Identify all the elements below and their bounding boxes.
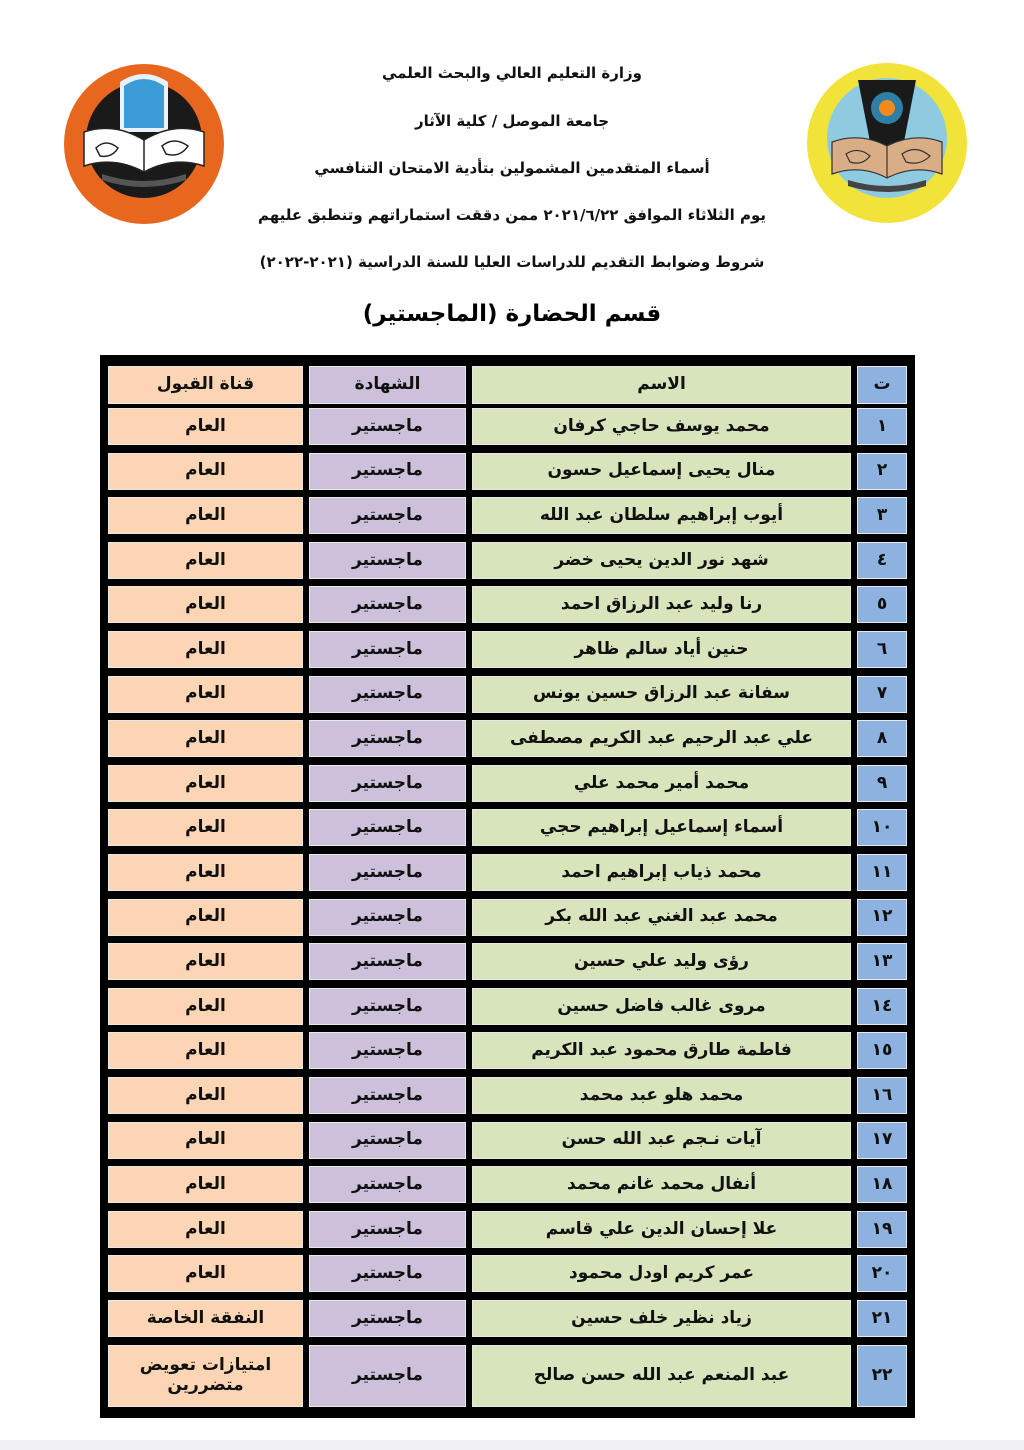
degree-cell: ماجستير <box>309 1255 466 1292</box>
admission-channel: العام <box>108 1255 303 1292</box>
degree-cell: ماجستير <box>309 586 466 623</box>
admission-channel: العام <box>108 408 303 445</box>
degree-cell: ماجستير <box>309 542 466 579</box>
admission-channel: العام <box>108 1166 303 1203</box>
row-number: ١٠ <box>857 809 907 846</box>
department-title: قسم الحضارة (الماجستير) <box>362 301 662 327</box>
applicant-name: محمد عبد الغني عبد الله بكر <box>472 899 851 936</box>
table-row <box>100 542 915 579</box>
applicant-name: محمد أمير محمد علي <box>472 765 851 802</box>
admission-channel: العام <box>108 899 303 936</box>
row-number: ٤ <box>857 542 907 579</box>
degree-cell: ماجستير <box>309 1300 466 1337</box>
degree-cell: ماجستير <box>309 899 466 936</box>
row-number: ١٥ <box>857 1032 907 1069</box>
row-number: ١٨ <box>857 1166 907 1203</box>
row-number: ٢١ <box>857 1300 907 1337</box>
admission-channel: امتيازات تعويض متضررين <box>108 1345 303 1407</box>
degree-cell: ماجستير <box>309 988 466 1025</box>
table-row <box>100 1211 915 1248</box>
admission-channel: العام <box>108 765 303 802</box>
table-row <box>100 809 915 846</box>
degree-cell: ماجستير <box>309 631 466 668</box>
applicant-name: آيات نـجم عبد الله حسن <box>472 1122 851 1159</box>
applicant-name: أيوب إبراهيم سلطان عبد الله <box>472 497 851 534</box>
admission-channel: العام <box>108 943 303 980</box>
admission-channel: العام <box>108 854 303 891</box>
applicant-name: علا إحسان الدين علي قاسم <box>472 1211 851 1248</box>
column-header-number: ت <box>857 366 907 404</box>
table-row <box>100 899 915 936</box>
applicant-name: سفانة عبد الرزاق حسين يونس <box>472 676 851 713</box>
applicant-name: علي عبد الرحيم عبد الكريم مصطفى <box>472 720 851 757</box>
admission-channel: العام <box>108 542 303 579</box>
table-row <box>100 765 915 802</box>
table-row <box>100 720 915 757</box>
table-row <box>100 1032 915 1069</box>
admission-channel: العام <box>108 720 303 757</box>
row-number: ٥ <box>857 586 907 623</box>
table-row <box>100 854 915 891</box>
row-number: ٦ <box>857 631 907 668</box>
degree-cell: ماجستير <box>309 408 466 445</box>
row-number: ٩ <box>857 765 907 802</box>
table-row <box>100 1077 915 1114</box>
admission-channel: العام <box>108 1122 303 1159</box>
admission-channel: العام <box>108 1077 303 1114</box>
degree-cell: ماجستير <box>309 676 466 713</box>
column-header-name: الاسم <box>472 366 851 404</box>
conditions-line: شروط وضوابط التقديم للدراسات العليا للسنة الدراسية (٢٠٢١-٢٠٢٢) <box>259 253 765 271</box>
applicants-table <box>100 355 915 1418</box>
table-row <box>100 943 915 980</box>
degree-cell: ماجستير <box>309 1122 466 1159</box>
applicant-name: محمد هلو عبد محمد <box>472 1077 851 1114</box>
row-number: ١١ <box>857 854 907 891</box>
degree-cell: ماجستير <box>309 1166 466 1203</box>
applicant-name: محمد ذياب إبراهيم احمد <box>472 854 851 891</box>
admission-channel: العام <box>108 497 303 534</box>
degree-cell: ماجستير <box>309 1032 466 1069</box>
applicant-name: عبد المنعم عبد الله حسن صالح <box>472 1345 851 1407</box>
column-header-degree: الشهادة <box>309 366 466 404</box>
row-number: ٣ <box>857 497 907 534</box>
table-row <box>100 1255 915 1292</box>
applicant-name: منال يحيى إسماعيل حسون <box>472 453 851 490</box>
admission-channel: العام <box>108 453 303 490</box>
table-header-row <box>100 366 915 404</box>
page-bottom-edge <box>0 1440 1024 1450</box>
college-of-archaeology-logo <box>806 62 968 224</box>
table-row <box>100 988 915 1025</box>
admission-channel: العام <box>108 631 303 668</box>
row-number: ٧ <box>857 676 907 713</box>
applicant-name: حنين أياد سالم ظاهر <box>472 631 851 668</box>
applicant-name: زياد نظير خلف حسين <box>472 1300 851 1337</box>
admission-channel: العام <box>108 1032 303 1069</box>
row-number: ١٣ <box>857 943 907 980</box>
row-number: ١ <box>857 408 907 445</box>
table-row <box>100 453 915 490</box>
admission-channel: العام <box>108 676 303 713</box>
degree-cell: ماجستير <box>309 720 466 757</box>
applicant-name: محمد يوسف حاجي كرفان <box>472 408 851 445</box>
university-college-heading: جامعة الموصل / كلية الآثار <box>414 112 610 130</box>
row-number: ١٩ <box>857 1211 907 1248</box>
admission-channel: العام <box>108 988 303 1025</box>
table-row <box>100 497 915 534</box>
degree-cell: ماجستير <box>309 765 466 802</box>
table-row <box>100 1166 915 1203</box>
row-number: ٨ <box>857 720 907 757</box>
degree-cell: ماجستير <box>309 1345 466 1407</box>
row-number: ٢٠ <box>857 1255 907 1292</box>
degree-cell: ماجستير <box>309 943 466 980</box>
row-number: ٢ <box>857 453 907 490</box>
table-row <box>100 1122 915 1159</box>
applicant-name: رنا وليد عبد الرزاق احمد <box>472 586 851 623</box>
degree-cell: ماجستير <box>309 497 466 534</box>
degree-cell: ماجستير <box>309 854 466 891</box>
university-of-mosul-logo <box>62 62 226 226</box>
degree-cell: ماجستير <box>309 1211 466 1248</box>
table-row <box>100 408 915 445</box>
admission-channel: العام <box>108 1211 303 1248</box>
applicant-name: شهد نور الدين يحيى خضر <box>472 542 851 579</box>
table-row <box>100 631 915 668</box>
applicant-name: أسماء إسماعيل إبراهيم حجي <box>472 809 851 846</box>
degree-cell: ماجستير <box>309 809 466 846</box>
list-title: أسماء المتقدمين المشمولين بتأدية الامتحان التنافسي <box>314 159 710 177</box>
admission-channel: العام <box>108 586 303 623</box>
degree-cell: ماجستير <box>309 453 466 490</box>
table-row <box>100 1345 915 1407</box>
applicant-name: مروى غالب فاضل حسين <box>472 988 851 1025</box>
column-header-channel: قناة القبول <box>108 366 303 404</box>
table-row <box>100 1300 915 1337</box>
row-number: ١٦ <box>857 1077 907 1114</box>
admission-channel: النفقة الخاصة <box>108 1300 303 1337</box>
applicant-name: رؤى وليد علي حسين <box>472 943 851 980</box>
admission-channel: العام <box>108 809 303 846</box>
degree-cell: ماجستير <box>309 1077 466 1114</box>
row-number: ١٢ <box>857 899 907 936</box>
ministry-heading: وزارة التعليم العالي والبحث العلمي <box>381 64 643 82</box>
row-number: ٢٢ <box>857 1345 907 1407</box>
row-number: ١٧ <box>857 1122 907 1159</box>
applicant-name: عمر كريم اودل محمود <box>472 1255 851 1292</box>
applicant-name: أنفال محمد غانم محمد <box>472 1166 851 1203</box>
row-number: ١٤ <box>857 988 907 1025</box>
applicant-name: فاطمة طارق محمود عبد الكريم <box>472 1032 851 1069</box>
exam-date-line: يوم الثلاثاء الموافق ٢٠٢١/٦/٢٢ ممن دققت استماراتهم وتنطبق عليهم <box>257 206 767 224</box>
table-row <box>100 676 915 713</box>
table-row <box>100 586 915 623</box>
